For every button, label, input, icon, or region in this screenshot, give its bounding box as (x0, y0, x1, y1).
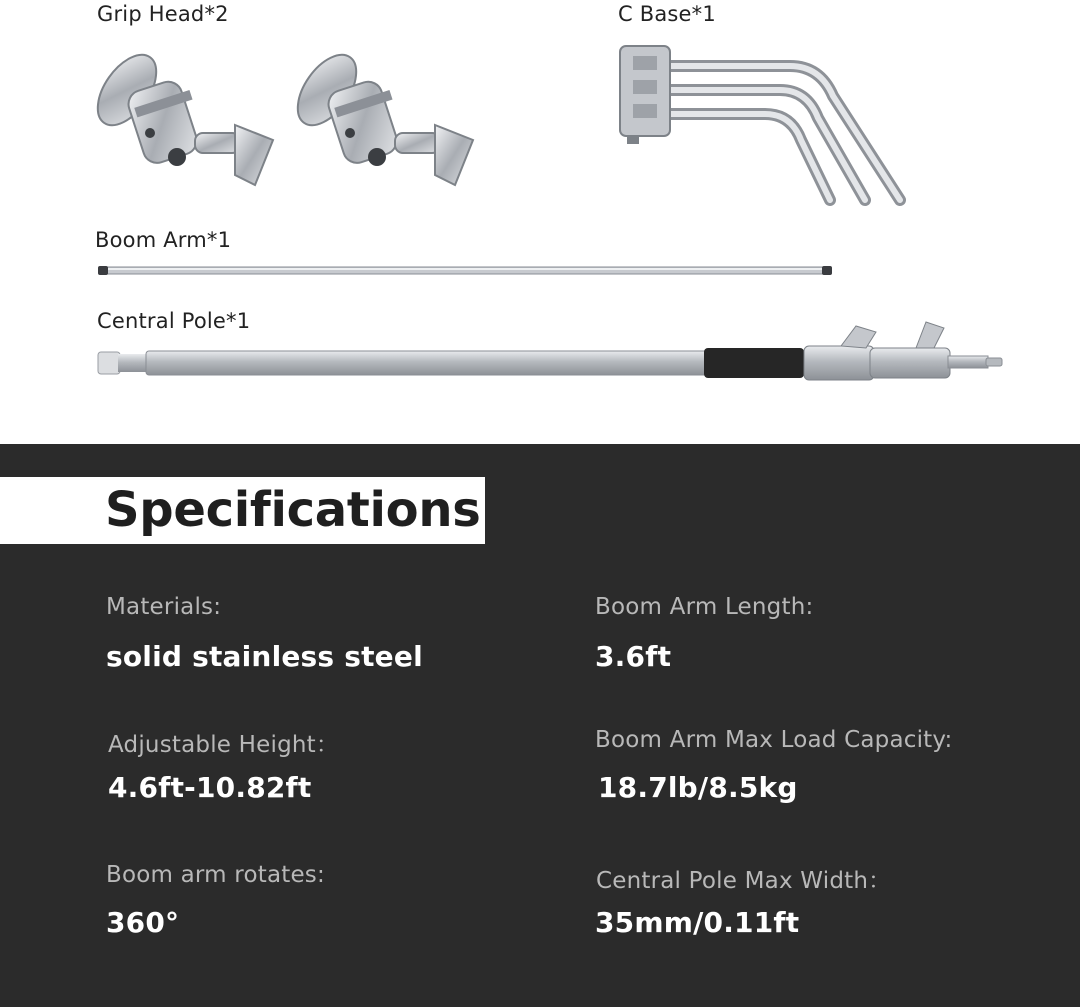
spec-label-adjustable-height: Adjustable Height： (108, 732, 340, 758)
spec-label-pole-width: Central Pole Max Width： (596, 868, 892, 894)
grip-head-label: Grip Head*2 (97, 2, 229, 26)
c-base-label: C Base*1 (618, 2, 716, 26)
spec-value-max-load: 18.7lb/8.5kg (598, 771, 798, 804)
spec-label-max-load: Boom Arm Max Load Capacity: (595, 727, 953, 753)
spec-value-pole-width: 35mm/0.11ft (595, 906, 800, 939)
boom-arm-rod-icon (96, 262, 836, 280)
spec-value-adjustable-height: 4.6ft-10.82ft (108, 771, 312, 804)
central-pole-label: Central Pole*1 (97, 309, 251, 333)
spec-value-rotation: 360° (106, 906, 180, 939)
grip-head-clamp-icon (95, 45, 285, 190)
central-pole-icon (96, 318, 1008, 390)
spec-value-materials: solid stainless steel (106, 640, 423, 673)
grip-head-clamp-icon (295, 45, 485, 190)
boom-arm-label: Boom Arm*1 (95, 228, 232, 252)
spec-label-rotation: Boom arm rotates: (106, 862, 325, 888)
parts-section (0, 0, 1080, 444)
c-stand-base-icon (615, 38, 915, 208)
specifications-panel (0, 444, 1080, 1007)
specifications-title: Specifications (105, 482, 481, 538)
specifications-title-box (0, 477, 485, 544)
spec-value-boom-arm-length: 3.6ft (595, 640, 672, 673)
spec-label-boom-arm-length: Boom Arm Length: (595, 594, 814, 620)
spec-label-materials: Materials: (106, 594, 222, 620)
